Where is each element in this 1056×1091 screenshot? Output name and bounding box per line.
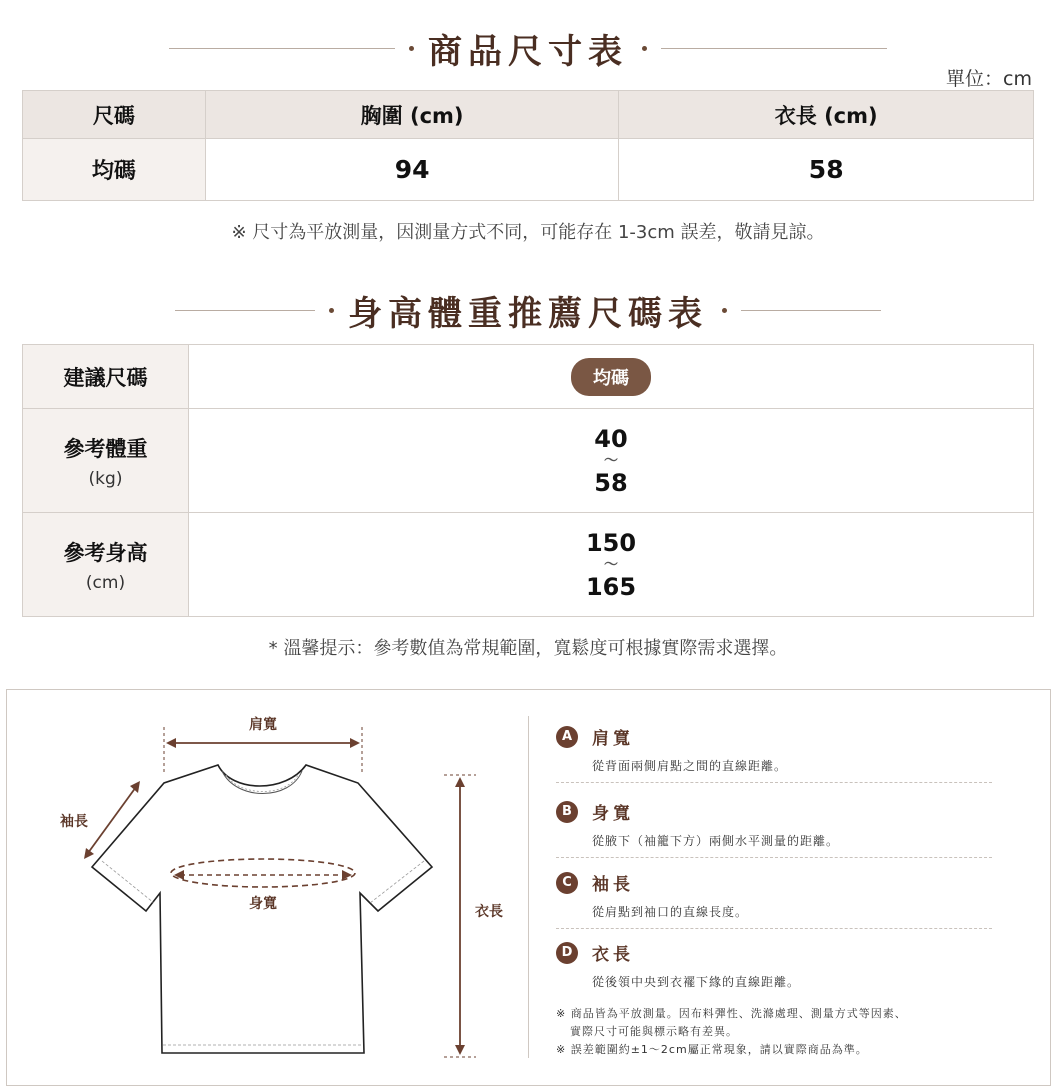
recommend-chart-table [22,344,1034,617]
divider [556,928,992,929]
size-chart-note: ※ 尺寸為平放測量，因測量方式不同，可能存在 1-3cm 誤差，敬請見諒。 [231,222,825,243]
weight-min: 40 [594,424,628,453]
header-size: 尺碼 [23,91,206,139]
guide-item-desc: 從後領中央到衣襬下緣的直線距離。 [592,975,801,989]
title-rule-right [741,310,881,311]
weight-max: 58 [594,468,628,497]
divider [556,782,992,783]
recommend-title-row [0,288,1056,332]
table-header-row [23,91,1034,139]
badge-c: C [556,872,578,894]
shoulder-arrowhead-left [166,738,176,748]
height-max: 165 [585,572,637,601]
guide-item-desc: 從肩點到袖口的直線長度。 [592,905,749,919]
badge-d: D [556,942,578,964]
weight-range-cell [189,409,1034,513]
title-dot-right [722,308,727,313]
sleeve-arrowhead-bottom [84,848,94,859]
guide-item-label: 肩寬 [592,729,634,749]
height-min: 150 [585,528,637,557]
size-chart-table [22,90,1034,201]
table-row [23,513,1034,617]
guide-item-shoulder [556,724,996,774]
height-label-cell [23,513,189,617]
row-size: 均碼 [23,139,206,201]
table-row [23,139,1034,201]
guide-item-length [556,940,996,990]
sleeve-arrowhead-top [130,781,140,793]
shoulder-arrowhead-right [350,738,360,748]
weight-tilde: ～ [604,452,618,469]
title-dot-left [409,46,414,51]
recommend-size-cell [189,345,1034,409]
size-pill: 均碼 [571,358,651,396]
weight-label: 參考體重 [63,436,148,461]
title-rule-left [175,310,315,311]
guide-notes [556,1005,907,1059]
guide-note-line: ※ 商品皆為平放測量。因布料彈性、洗滌處理、測量方式等因素、 [556,1007,907,1020]
chest-label: 身寬 [249,896,277,912]
height-range-cell [189,513,1034,617]
guide-item-chest [556,799,996,849]
recommend-size-label: 建議尺碼 [23,345,189,409]
guide-item-label: 身寬 [592,804,634,824]
guide-item-label: 袖長 [592,875,634,895]
size-chart-title-row [0,26,1056,70]
length-label: 衣長 [475,904,503,920]
height-label: 參考身高 [63,540,148,565]
length-arrowhead-bottom [455,1045,465,1055]
height-tilde: ～ [604,556,618,573]
guide-item-desc: 從腋下（袖籠下方）兩側水平測量的距離。 [592,834,840,848]
divider [556,857,992,858]
header-length: 衣長 (cm) [619,91,1034,139]
height-unit: (cm) [85,572,126,593]
sleeve-label: 袖長 [60,814,88,830]
title-rule-left [169,48,395,49]
guide-item-label: 衣長 [592,945,634,965]
tshirt-diagram [0,689,528,1086]
badge-a: A [556,726,578,748]
badge-b: B [556,801,578,823]
header-chest: 胸圍 (cm) [205,91,619,139]
weight-unit: (kg) [88,468,123,489]
shoulder-label: 肩寬 [249,717,277,733]
guide-note-line: ※ 誤差範圍約±1～2cm屬正常現象，請以實際商品為準。 [556,1043,868,1056]
recommend-note: * 溫馨提示：參考數值為常規範圍，寬鬆度可根據實際需求選擇。 [268,638,788,659]
guide-item-desc: 從背面兩側肩點之間的直線距離。 [592,759,788,773]
panel-divider [528,716,529,1058]
row-length-value: 58 [619,139,1034,201]
guide-note-line: 實際尺寸可能與標示略有差異。 [570,1025,738,1038]
unit-label: 單位：cm [946,68,1032,90]
recommend-chart-title: 身高體重推薦尺碼表 [348,293,708,334]
title-dot-left [329,308,334,313]
weight-label-cell [23,409,189,513]
guide-item-sleeve [556,870,996,920]
length-arrowhead-top [455,777,465,787]
size-chart-title: 商品尺寸表 [428,31,628,72]
title-dot-right [642,46,647,51]
row-chest-value: 94 [205,139,619,201]
title-rule-right [661,48,887,49]
table-row [23,409,1034,513]
table-row [23,345,1034,409]
